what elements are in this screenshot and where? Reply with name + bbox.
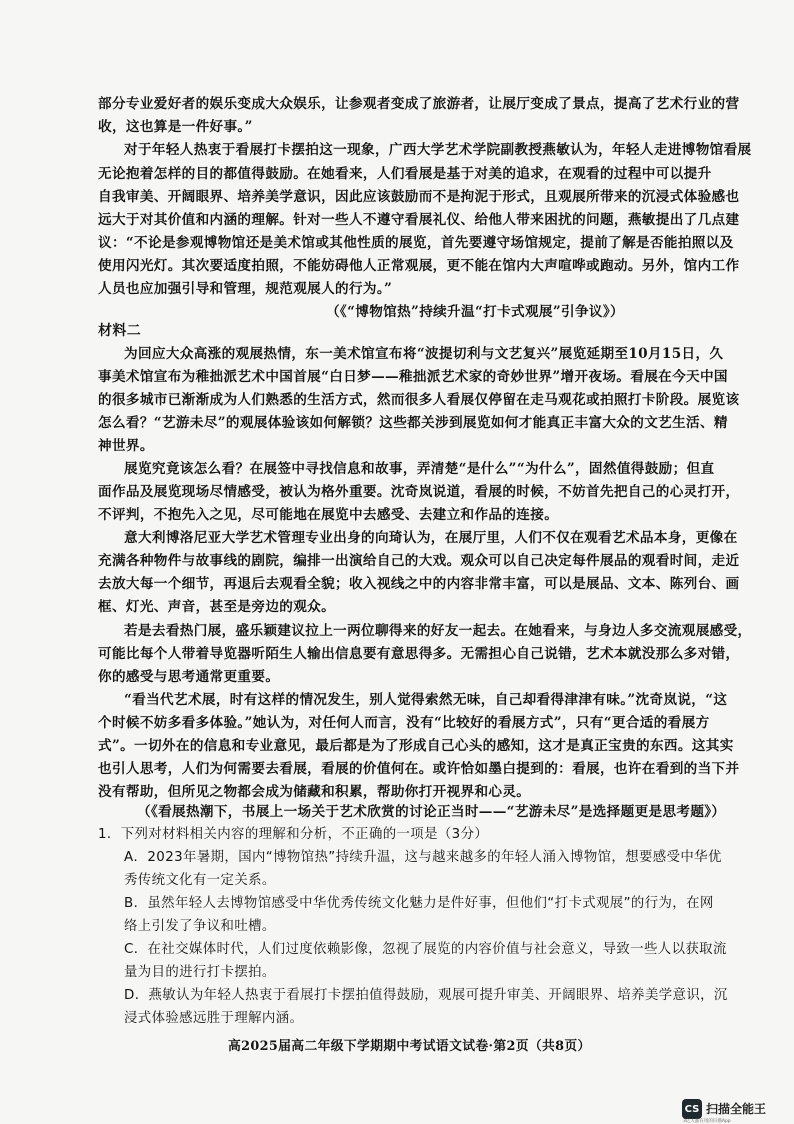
text-line: 也引人思考，人们为何需要去看展，看展的价值何在。或许恰如墨白提到的：看展，也许在看到的当下并 <box>98 761 740 777</box>
text-line: 可能比每个人带着导览器听陌生人输出信息要有意思得多。无需担心自己说错，艺术本就没那么多对错， <box>98 646 740 662</box>
text-line: 神世界。 <box>98 438 154 454</box>
option-c-cont: 量为目的进行打卡摆拍。 <box>124 965 276 980</box>
option-d-cont: 浸式体验感远胜于理解内涵。 <box>124 1011 304 1026</box>
text-line: 你的感受与思考通常更重要。 <box>98 669 280 685</box>
text-line: 使用闪光灯。其次要适度拍照，不能妨碍他人正常观展，更不能在馆内大声喧哗或跑动。另外，馆内工作 <box>98 258 740 274</box>
text-line: 人员也应加强引导和管理，规范观展人的行为。” <box>98 281 393 297</box>
text-line: 为回应大众高涨的观展热情，东一美术馆宣布将“波提切利与文艺复兴”展览延期至10月15日，久 <box>124 346 724 362</box>
text-line: 充满各种物件与故事线的剧院，编排一出演给自己的大戏。观众可以自己决定每件展品的观看时间，走近 <box>98 553 740 569</box>
text-line: 不评判，不抱先入之见，尽可能地在展览中去感受、去建立和作品的连接。 <box>98 507 559 523</box>
text-line: 怎么看？“艺游未尽”的观展体验该如何解锁？这些都关涉到展览如何才能真正丰富大众的文艺生活、精 <box>98 415 728 431</box>
text-line: “看当代艺术展，时有这样的情况发生，别人觉得索然无味，自己却看得津津有味。”沈奇岚说，“这 <box>124 692 728 708</box>
text-line: 远大于对其价值和内涵的理解。针对一些人不遵守看展礼仪、给他人带来困扰的问题，燕敏提出了几点建 <box>98 212 740 228</box>
text-line: 事美术馆宣布为稚拙派艺术中国首展“白日梦——稚拙派艺术家的奇妙世界”增开夜场。看展在今天中国 <box>98 369 728 385</box>
text-line: 面作品及展览现场尽情感受，被认为格外重要。沈奇岚说道，看展的时候，不妨首先把自己的心灵打开， <box>98 484 740 500</box>
question-stem: 1．下列对材料相关内容的理解和分析，不正确的一项是（3分） <box>98 827 489 842</box>
option-a-cont: 秀传统文化有一定关系。 <box>124 873 276 888</box>
text-line: 框、灯光、声音，甚至是旁边的观众。 <box>98 599 336 615</box>
section-heading: 材料二 <box>98 323 142 339</box>
text-line: 议：“不论是参观博物馆还是美术馆或其他性质的展览，首先要遵守场馆规定，提前了解是否能拍照以及 <box>98 235 734 251</box>
option-b-cont: 络上引发了争议和吐槽。 <box>124 919 276 934</box>
text-line: 展览究竟该怎么看？在展签中寻找信息和故事，弄清楚“是什么”“为什么”，固然值得鼓励；但直 <box>124 461 715 477</box>
text-line: 没有帮助，但所见之物都会成为储藏和积累，帮助你打开视界和心灵。 <box>98 784 531 800</box>
camscanner-tagline: 3亿人都在用的扫描App <box>683 1119 731 1124</box>
text-line: 意大利博洛尼亚大学艺术管理专业出身的向琦认为，在展厅里，人们不仅在观看艺术品本身，更像在 <box>124 530 738 546</box>
source-citation: （《“博物馆热”持续升温“打卡式观展”引争议》） <box>326 304 624 320</box>
text-line: 无论抱着怎样的目的都值得鼓励。在她看来，人们看展是基于对美的追求，在观看的过程中可以提升 <box>98 166 712 182</box>
text-line: 式”。一切外在的信息和专业意见，最后都是为了形成自己心头的感知，这才是真正宝贵的东西。这其实 <box>98 738 734 754</box>
option-a: A．2023年暑期，国内“博物馆热”持续升温，这与越来越多的年轻人涌入博物馆，想要感受中华优 <box>124 850 722 865</box>
text-line: 对于年轻人热衷于看展打卡摆拍这一现象，广西大学艺术学院副教授燕敏认为，年轻人走进博物馆看展 <box>124 142 752 158</box>
text-line: 的很多城市已渐渐成为人们熟悉的生活方式，然而很多人看展仅停留在走马观花或拍照打卡阶段。展览该 <box>98 392 740 408</box>
text-line: 自我审美、开阔眼界、培养美学意识，因此应该鼓励而不是拘泥于形式，且观展所带来的沉浸式体验感也 <box>98 189 740 205</box>
source-citation: （《看展热潮下，书展上一场关于艺术欣赏的讨论正当时——“艺游未尽”是选择题更是思考题》） <box>137 804 726 820</box>
page-footer: 高2025届高二年级下学期期中考试语文试卷·第2页（共8页） <box>228 1039 591 1054</box>
text-line: 去放大每一个细节，再退后去观看全貌；收入视线之中的内容非常丰富，可以是展品、文本、陈列台、画 <box>98 576 740 592</box>
text-line: 部分专业爱好者的娱乐变成大众娱乐，让参观者变成了旅游者，让展厅变成了景点，提高了艺术行业的营 <box>98 96 740 112</box>
text-line: 个时候不妨多看多体验。”她认为，对任何人而言，没有“比较好的看展方式”，只有“更合适的看展方 <box>98 715 710 731</box>
text-line: 若是去看热门展，盛乐颖建议拉上一两位聊得来的好友一起去。在她看来，与身边人多交流观展感受， <box>124 623 752 639</box>
option-d: D．燕敏认为年轻人热衷于看展打卡摆拍值得鼓励，观展可提升审美、开阔眼界、培养美学意识，沉 <box>124 988 728 1003</box>
text-line: 收，这也算是一件好事。” <box>98 119 253 135</box>
option-c: C．在社交媒体时代，人们过度依赖影像，忽视了展览的内容价值与社会意义，导致一些人以获取流 <box>124 942 727 957</box>
camscanner-name: 扫描全能王 <box>706 1102 767 1116</box>
option-b: B．虽然年轻人去博物馆感受中华优秀传统文化魅力是件好事，但他们“打卡式观展”的行为，在网 <box>124 896 714 911</box>
camscanner-logo-icon: CS <box>682 1099 702 1119</box>
